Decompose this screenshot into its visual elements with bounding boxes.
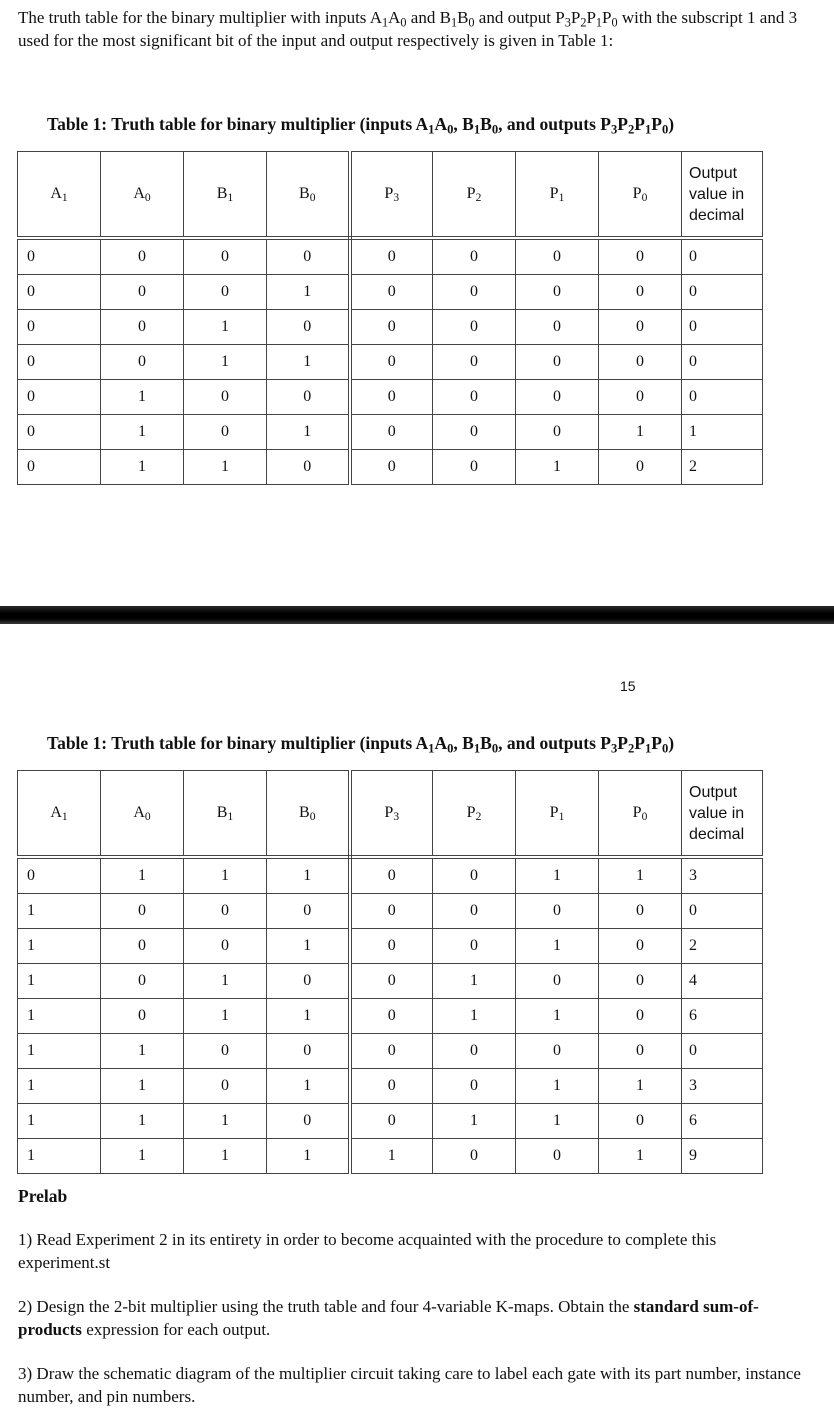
table-row: [18, 1104, 763, 1139]
table-cell: 0: [350, 238, 433, 275]
table-row: [18, 999, 763, 1034]
table-cell: 1: [18, 929, 101, 964]
header-p1: $P_1$: [516, 771, 599, 858]
table-cell: 0: [516, 380, 599, 415]
table-cell: 0: [599, 999, 682, 1034]
table-row: [18, 1139, 763, 1174]
page-break-bar: [0, 606, 834, 624]
table-cell: 0: [18, 380, 101, 415]
table-cell: 0: [433, 1139, 516, 1174]
table-row: [18, 929, 763, 964]
table-cell: 1: [516, 450, 599, 485]
table-row: [18, 275, 763, 310]
table-cell: 0: [350, 1069, 433, 1104]
table-cell: 0: [101, 964, 184, 999]
table-cell: 0: [599, 450, 682, 485]
prelab-item-2: [18, 1296, 808, 1341]
table-header-row: [18, 152, 763, 239]
table-cell: 0: [516, 238, 599, 275]
intro-rest: subscript 1 and 3 used for the most significant bit of the input and output respectively is given in Table 1:: [18, 8, 798, 50]
table-cell: 1: [101, 1069, 184, 1104]
table-cell: 0: [101, 894, 184, 929]
header-p2: $P_2$: [433, 152, 516, 239]
table-cell: 0: [101, 310, 184, 345]
prelab-item-3: 3) Draw the schematic diagram of the multiplier circuit taking care to label each gate with its part number, instance number, and pin numbers.: [18, 1364, 801, 1406]
table-cell: 0: [516, 310, 599, 345]
table-cell: 0: [682, 1034, 763, 1069]
table-cell: 0: [350, 857, 433, 894]
table-cell: 0: [433, 238, 516, 275]
table-cell: 0: [433, 310, 516, 345]
table-cell: 1: [101, 450, 184, 485]
header-output-decimal: Output value in decimal: [682, 152, 763, 239]
table-cell: 0: [682, 380, 763, 415]
table-cell: 1: [18, 999, 101, 1034]
table-cell: 4: [682, 964, 763, 999]
truth-table-part-1: [17, 151, 763, 485]
table-cell: 0: [267, 450, 350, 485]
table-cell: 0: [599, 929, 682, 964]
table-cell: 0: [184, 929, 267, 964]
prelab-item-1: 1) Read Experiment 2 in its entirety in order to become acquainted with the procedure to complete this experiment.st: [18, 1230, 717, 1272]
table-cell: 0: [433, 345, 516, 380]
table-cell: 9: [682, 1139, 763, 1174]
prelab-item-2-text: 2) Design the 2-bit multiplier using the truth table and four 4-variable K-maps. Obtain the: [18, 1297, 634, 1316]
table-cell: 1: [267, 999, 350, 1034]
table-cell: 6: [682, 999, 763, 1034]
intro-paragraph: The truth table for the binary multiplier with inputs $A_1A_0$ and $B_1B_0$ and output $P_3P_2P_1P_0$ with the subscript 1 and 3 used for the most significant bit of the input and output respectively is given in Table 1:: [18, 8, 798, 50]
prelab-item-2-tail: expression for each output.: [81, 1319, 271, 1339]
table-cell: 1: [267, 1069, 350, 1104]
table-cell: 1: [184, 1104, 267, 1139]
table-cell: 0: [433, 380, 516, 415]
table-cell: 0: [350, 310, 433, 345]
table-cell: 1: [682, 415, 763, 450]
header-a1: $A_1$: [18, 771, 101, 858]
table-cell: 0: [350, 415, 433, 450]
table-cell: 1: [350, 1139, 433, 1174]
prelab-item-2-emphasis: standard sum-of-products: [18, 1297, 759, 1339]
table-cell: 0: [516, 894, 599, 929]
table-cell: 1: [18, 1069, 101, 1104]
table-cell: 1: [516, 999, 599, 1034]
table-cell: 0: [599, 894, 682, 929]
table-cell: 1: [101, 415, 184, 450]
table-cell: 0: [18, 857, 101, 894]
table-cell: 0: [682, 345, 763, 380]
table-cell: 1: [267, 929, 350, 964]
table-cell: 0: [18, 415, 101, 450]
table-cell: 0: [599, 964, 682, 999]
table-cell: 1: [184, 345, 267, 380]
table-cell: 0: [184, 380, 267, 415]
table-cell: 0: [101, 275, 184, 310]
table-cell: 0: [267, 380, 350, 415]
table-cell: 0: [350, 1104, 433, 1139]
table-cell: 0: [184, 1034, 267, 1069]
table-cell: 1: [101, 1034, 184, 1069]
header-p2: $P_2$: [433, 771, 516, 858]
table-cell: 0: [433, 1069, 516, 1104]
table-cell: 0: [18, 450, 101, 485]
table-row: [18, 894, 763, 929]
table-row: [18, 238, 763, 275]
table-cell: 0: [350, 1034, 433, 1069]
table-row: [18, 380, 763, 415]
table-cell: 1: [516, 1104, 599, 1139]
table-cell: 0: [267, 310, 350, 345]
table-cell: 0: [433, 1034, 516, 1069]
table-cell: 0: [18, 310, 101, 345]
table-cell: 1: [184, 857, 267, 894]
table-cell: 0: [516, 415, 599, 450]
table-cell: 0: [599, 238, 682, 275]
table-cell: 0: [101, 238, 184, 275]
table-cell: 1: [184, 999, 267, 1034]
table-cell: 1: [184, 1139, 267, 1174]
table-cell: 1: [599, 1139, 682, 1174]
table-cell: 1: [18, 1034, 101, 1069]
table-cell: 1: [267, 857, 350, 894]
table-cell: 0: [101, 999, 184, 1034]
header-a0: $A_0$: [101, 152, 184, 239]
table-cell: 0: [599, 345, 682, 380]
table-cell: 0: [682, 310, 763, 345]
table-cell: 1: [267, 345, 350, 380]
table-cell: 0: [350, 380, 433, 415]
table-cell: 1: [18, 1104, 101, 1139]
table-cell: 6: [682, 1104, 763, 1139]
table-cell: 0: [682, 275, 763, 310]
truth-table-part-2: [17, 770, 763, 1174]
table-cell: 0: [599, 310, 682, 345]
table-cell: 0: [18, 238, 101, 275]
header-p3: $P_3$: [350, 152, 433, 239]
table-cell: 0: [184, 894, 267, 929]
table-cell: 0: [350, 929, 433, 964]
header-a1: $A_1$: [18, 152, 101, 239]
table-cell: 1: [433, 964, 516, 999]
table-cell: 0: [101, 929, 184, 964]
table-cell: 0: [516, 345, 599, 380]
table-cell: 0: [433, 275, 516, 310]
table-cell: 0: [101, 345, 184, 380]
table-cell: 0: [267, 1104, 350, 1139]
table-row: [18, 450, 763, 485]
table-cell: 1: [184, 310, 267, 345]
table-cell: 1: [101, 1104, 184, 1139]
table-cell: 0: [350, 999, 433, 1034]
table-cell: 0: [599, 1034, 682, 1069]
table-cell: 1: [184, 964, 267, 999]
header-p0: $P_0$: [599, 771, 682, 858]
table-cell: 0: [682, 238, 763, 275]
table-cell: 1: [101, 1139, 184, 1174]
table-cell: 0: [267, 238, 350, 275]
table-cell: 0: [184, 415, 267, 450]
table-cell: 0: [682, 894, 763, 929]
table-cell: 1: [267, 415, 350, 450]
table-cell: 1: [516, 929, 599, 964]
table-cell: 0: [516, 964, 599, 999]
header-p0: $P_0$: [599, 152, 682, 239]
table-cell: 0: [516, 1034, 599, 1069]
table-cell: 0: [350, 345, 433, 380]
table-cell: 0: [433, 450, 516, 485]
table-cell: 0: [184, 238, 267, 275]
header-p3: $P_3$: [350, 771, 433, 858]
table-cell: 0: [267, 894, 350, 929]
table-cell: 0: [267, 964, 350, 999]
table-cell: 1: [599, 415, 682, 450]
table-cell: 0: [599, 380, 682, 415]
table-cell: 0: [350, 275, 433, 310]
table-cell: 1: [18, 894, 101, 929]
table-cell: 2: [682, 450, 763, 485]
table-cell: 1: [433, 1104, 516, 1139]
table-caption-repeat: Table 1: Truth table for binary multiplier (inputs $A_1A_0$, $B_1B_0$, and outputs $P_3P_2P_1P_0$): [47, 733, 675, 756]
table-cell: 1: [599, 857, 682, 894]
table-row: [18, 857, 763, 894]
table-cell: 0: [433, 415, 516, 450]
table-cell: 1: [516, 857, 599, 894]
table-cell: 1: [184, 450, 267, 485]
header-b1: $B_1$: [184, 152, 267, 239]
table-caption: Table 1: Truth table for binary multiplier (inputs $A_1A_0$, $B_1B_0$, and outputs $P_3P_2P_1P_0$): [47, 114, 675, 137]
table-cell: 1: [267, 1139, 350, 1174]
table-cell: 1: [101, 857, 184, 894]
table-cell: 0: [433, 929, 516, 964]
table-row: [18, 345, 763, 380]
table-cell: 3: [682, 1069, 763, 1104]
table-cell: 0: [433, 894, 516, 929]
table-cell: 0: [599, 275, 682, 310]
table-cell: 0: [18, 275, 101, 310]
table-cell: 0: [350, 894, 433, 929]
table-cell: 0: [184, 275, 267, 310]
header-a0: $A_0$: [101, 771, 184, 858]
page-number: 15: [620, 678, 636, 694]
header-p1: $P_1$: [516, 152, 599, 239]
table-row: [18, 964, 763, 999]
table-cell: 0: [516, 1139, 599, 1174]
table-cell: 0: [18, 345, 101, 380]
table-cell: 0: [350, 964, 433, 999]
table-row: [18, 310, 763, 345]
table-cell: 0: [433, 857, 516, 894]
header-output-decimal: Output value in decimal: [682, 771, 763, 858]
header-b1: $B_1$: [184, 771, 267, 858]
table-cell: 1: [18, 1139, 101, 1174]
table-cell: 1: [101, 380, 184, 415]
table-cell: 2: [682, 929, 763, 964]
table-cell: 1: [18, 964, 101, 999]
table-cell: 1: [599, 1069, 682, 1104]
table-cell: 0: [184, 1069, 267, 1104]
table-cell: 0: [267, 1034, 350, 1069]
table-row: [18, 1034, 763, 1069]
table-cell: 1: [433, 999, 516, 1034]
table-row: [18, 1069, 763, 1104]
table-cell: 0: [599, 1104, 682, 1139]
table-cell: 1: [516, 1069, 599, 1104]
table-row: [18, 415, 763, 450]
header-b0: $B_0$: [267, 152, 350, 239]
table-cell: 0: [350, 450, 433, 485]
header-b0: $B_0$: [267, 771, 350, 858]
table-cell: 3: [682, 857, 763, 894]
table-cell: 1: [267, 275, 350, 310]
table-header-row: [18, 771, 763, 858]
prelab-heading: Prelab: [18, 1186, 68, 1206]
table-cell: 0: [516, 275, 599, 310]
